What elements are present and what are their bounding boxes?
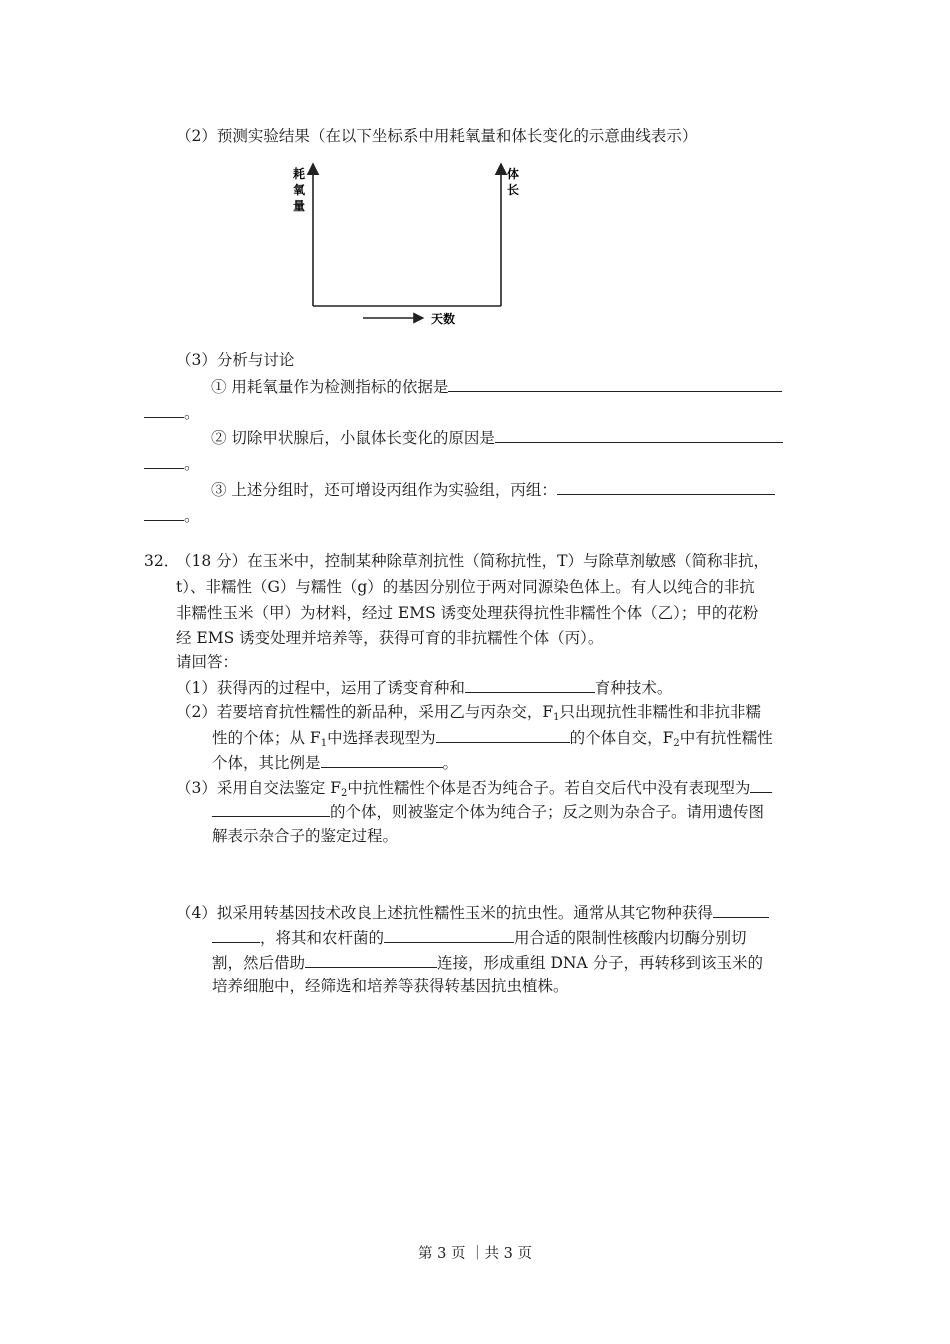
part2-heading: （2）预测实验结果（在以下坐标系中用耗氧量和体长变化的示意曲线表示） — [176, 127, 698, 145]
question-32-intro-4: 经 EMS 诱变处理并培养等，获得可育的非抗糯性个体（丙）。 — [176, 629, 604, 647]
sub-question-4-line-2: ，将其和农杆菌的 用合适的限制性核酸内切酶分别切 — [212, 927, 747, 948]
part3-question-1-cont: 。 — [144, 402, 200, 423]
answer-blank[interactable] — [144, 505, 184, 521]
sub-question-2-line-1: （2）若要培育抗性糯性的新品种，采用乙与丙杂交，$F_1$只出现抗性非糯性和非抗非糯 — [176, 703, 762, 723]
x-axis-label: 天数 — [431, 312, 456, 326]
part3-question-2: ② 切除甲状腺后，小鼠体长变化的原因是 — [211, 427, 783, 448]
answer-blank[interactable] — [448, 376, 782, 392]
sub-question-4-line-4: 培养细胞中，经筛选和培养等获得转基因抗虫植株。 — [212, 977, 569, 995]
part3-question-3: ③ 上述分组时，还可增设丙组作为实验组，丙组： — [211, 479, 775, 500]
left-axis-label-2: 氧 — [293, 183, 306, 197]
left-axis-label-3: 量 — [293, 199, 306, 213]
answer-blank[interactable] — [144, 453, 184, 469]
answer-blank[interactable] — [465, 677, 595, 693]
answer-blank[interactable] — [305, 952, 437, 968]
question-32-intro-3: 非糯性玉米（甲）为材料，经过 EMS 诱变处理获得抗性非糯性个体（乙）；甲的花粉 — [176, 604, 759, 622]
answer-blank[interactable] — [384, 927, 514, 943]
part3-question-3-cont: 。 — [144, 505, 200, 526]
answer-blank[interactable] — [144, 402, 184, 418]
part3-question-1: ① 用耗氧量作为检测指标的依据是 — [211, 376, 782, 397]
sub-question-4-line-1: （4）拟采用转基因技术改良上述抗性糯性玉米的抗虫性。通常从其它物种获得 — [176, 902, 769, 923]
answer-blank[interactable] — [212, 801, 330, 817]
page-footer: 第 3 页 ｜共 3 页 — [418, 1246, 532, 1262]
sub-question-1: （1）获得丙的过程中，运用了诱变育种和 育种技术。 — [176, 679, 673, 697]
answer-blank[interactable] — [750, 777, 772, 793]
sub-question-3-line-3: 解表示杂合子的鉴定过程。 — [212, 827, 399, 845]
answer-blank[interactable] — [436, 727, 570, 743]
blank-coordinate-graph — [285, 160, 545, 330]
answer-blank[interactable] — [321, 752, 443, 768]
please-answer: 请回答： — [176, 653, 239, 671]
answer-blank[interactable] — [713, 902, 769, 918]
sub-question-3-line-2: 的个体，则被鉴定个体为纯合子；反之则为杂合子。请用遗传图 — [212, 801, 764, 822]
answer-blank[interactable] — [495, 427, 783, 443]
question-32-intro-1: （18 分）在玉米中，控制某种除草剂抗性（简称抗性，T）与除草剂敏感（简称非抗， — [176, 552, 769, 570]
answer-blank[interactable] — [557, 479, 775, 495]
part3-heading: （3）分析与讨论 — [176, 351, 295, 369]
part3-question-2-cont: 。 — [144, 453, 200, 474]
right-axis-label-2: 长 — [507, 183, 520, 197]
left-axis-label-1: 耗 — [293, 167, 306, 181]
sub-question-4-line-3: 割，然后借助 连接，形成重组 DNA 分子，再转移到该玉米的 — [212, 954, 764, 972]
right-axis-label-1: 体 — [507, 167, 520, 181]
sub-question-3-line-1: （3）采用自交法鉴定 $F_2$中抗性糯性个体是否为纯合子。若自交后代中没有表现型为 — [176, 777, 772, 798]
sub-question-2-line-3: 个体，其比例是 。 — [212, 754, 459, 772]
question-32-number: 32． — [144, 552, 180, 570]
question-32-intro-2: t）、非糯性（G）与糯性（g）的基因分别位于两对同源染色体上。有人以纯合的非抗 — [176, 578, 755, 596]
answer-blank[interactable] — [212, 927, 260, 943]
sub-question-2-line-2: 性的个体；从 $F_1$中选择表现型为 的个体自交，$F_2$中有抗性糯性 — [212, 729, 773, 749]
